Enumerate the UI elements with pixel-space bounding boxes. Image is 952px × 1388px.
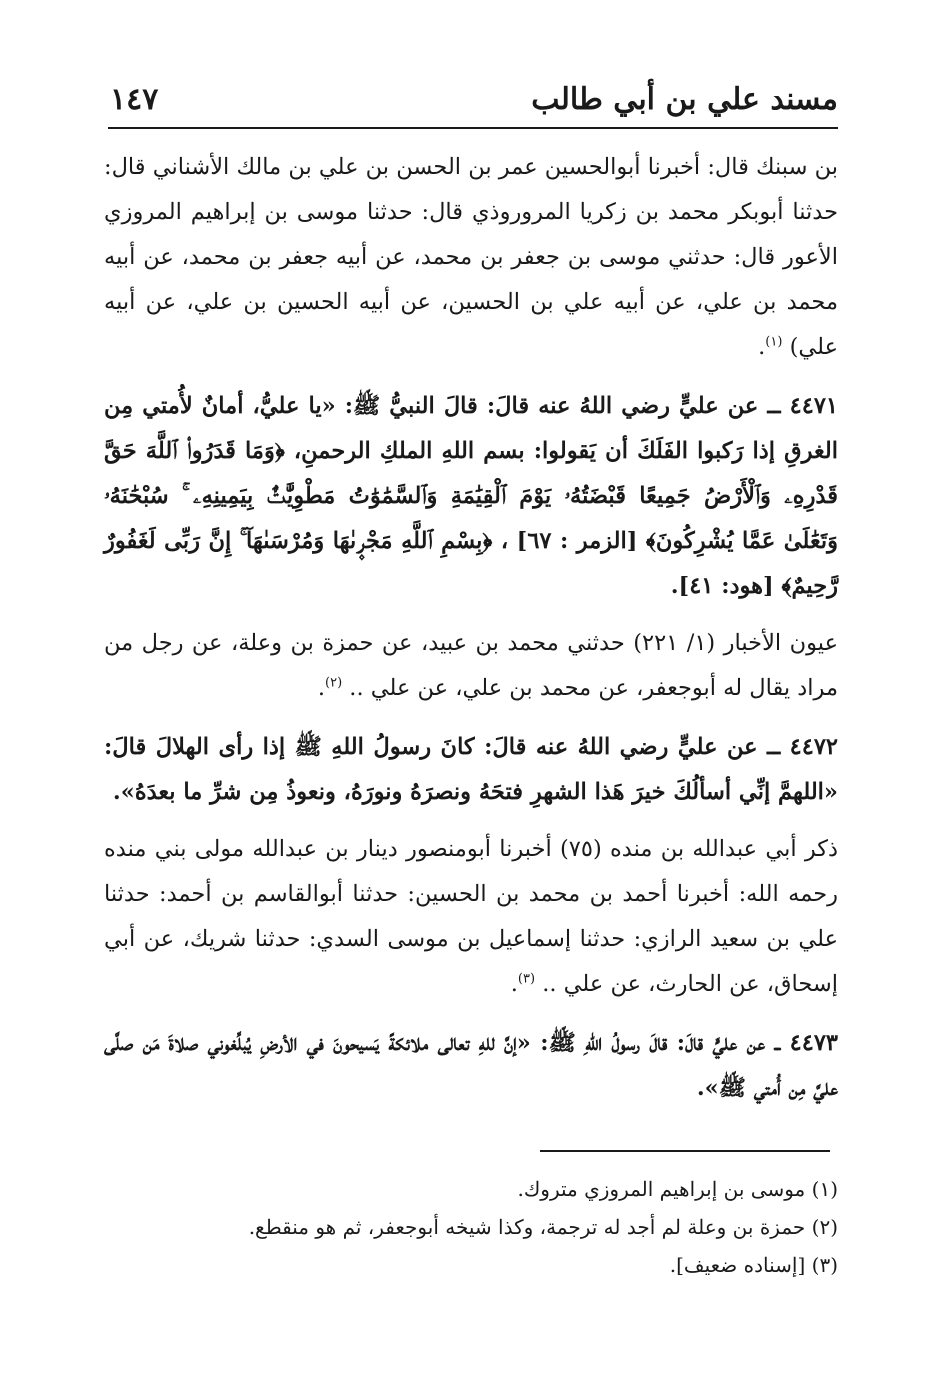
page-number: ١٤٧ [110, 82, 159, 117]
main-text [104, 145, 838, 1123]
footnote-ref: (١) [765, 334, 783, 350]
hadith-4473: ٤٤٧٣ ــ عن عليٍّ قالَ: قالَ رسولُ اللهِ ﷺ: «إنَّ للهِ تعالى ملائكةً يَسيحونَ في الأرضِ يُبلِّغوني صلاةَ مَن صلَّى عليَّ مِن أُمتي ﷺ». [104, 1030, 838, 1101]
isnad-paragraph: ذكر أبي عبدالله بن منده (٧٥) أخبرنا أبومنصور دينار بن عبدالله مولى بني منده رحمه الله: أخبرنا أحمد بن محمد بن الحسين: حدثنا أبوالقاسم بن أحمد: حدثنا علي بن سعيد الرازي: حدثنا إسماعيل بن موسى السدي: حدثنا شريك، عن أبي إسحاق، عن الحارث، عن علي .. $^{(٣)}$. [104, 836, 839, 997]
page-header [108, 80, 838, 130]
footnotes [104, 1170, 838, 1284]
footnote-1: (١) موسى بن إبراهيم المروزي متروك. [517, 1177, 838, 1201]
isnad-paragraph: بن سبنك قال: أخبرنا أبوالحسين عمر بن الحسن بن علي بن مالك الأشناني قال: حدثنا أبوبكر محمد بن زكريا المروروذي قال: حدثنا موسى بن إبراهيم المروزي الأعور قال: حدثني موسى بن جعفر بن محمد، عن أبيه جعفر بن محمد، عن أبيه محمد بن علي، عن أبيه علي بن الحسين، عن أبيه الحسين بن علي، عن أبيه علي) $^{(١)}$. [104, 154, 838, 360]
footnote-ref: (٢) [325, 675, 343, 691]
footnote-2: (٢) حمزة بن وعلة لم أجد له ترجمة، وكذا شيخه أبوجعفر، ثم هو منقطع. [248, 1215, 838, 1239]
isnad-paragraph: عيون الأخبار (١/ ٢٢١) حدثني محمد بن عبيد، عن حمزة بن وعلة، عن رجل من مراد يقال له أبوجعفر، عن محمد بن علي، عن علي .. $^{(٢)}$. [104, 630, 839, 701]
footnote-3: (٣) [إسناده ضعيف]. [669, 1253, 838, 1277]
hadith-4471: ٤٤٧١ ــ عن عليٍّ رضي اللهُ عنه قالَ: قالَ النبيُّ ﷺ: «يا عليُّ، أمانٌ لأُمتي مِن الغرقِ إذا رَكبوا الفَلَكَ أن يَقولوا: بسم اللهِ الملكِ الرحمنِ، ﴿وَمَا قَدَرُوا۟ ٱللَّهَ حَقَّ قَدْرِهِۦ وَٱلْأَرْضُ جَمِيعًا قَبْضَتُهُۥ يَوْمَ ٱلْقِيَٰمَةِ وَٱلسَّمَٰوَٰتُ مَطْوِيَّٰتٌۢ بِيَمِينِهِۦ ۚ سُبْحَٰنَهُۥ وَتَعَٰلَىٰ عَمَّا يُشْرِكُونَ﴾ [الزمر : ٦٧] ، ﴿بِسْمِ ٱللَّهِ مَجْر۪ىٰهَا وَمُرْسَىٰهَآ ۚ إِنَّ رَبِّى لَغَفُورٌ رَّحِيمٌ﴾ [هود: ٤١]. [104, 393, 838, 599]
footnote-rule [540, 1150, 830, 1152]
hadith-4472: ٤٤٧٢ ــ عن عليٍّ رضي اللهُ عنه قالَ: كانَ رسولُ اللهِ ﷺ إذا رأى الهلالَ قالَ: «اللهمَّ إنِّي أسألُكَ خيرَ هَذا الشهرِ فتحَهُ ونصرَهُ ونورَهُ، ونعوذُ مِن شرِّ ما بعدَهُ». [104, 734, 838, 805]
header-rule [108, 127, 838, 129]
footnote-ref: (٣) [517, 971, 536, 987]
running-title: مسند علي بن أبي طالب [531, 82, 838, 117]
